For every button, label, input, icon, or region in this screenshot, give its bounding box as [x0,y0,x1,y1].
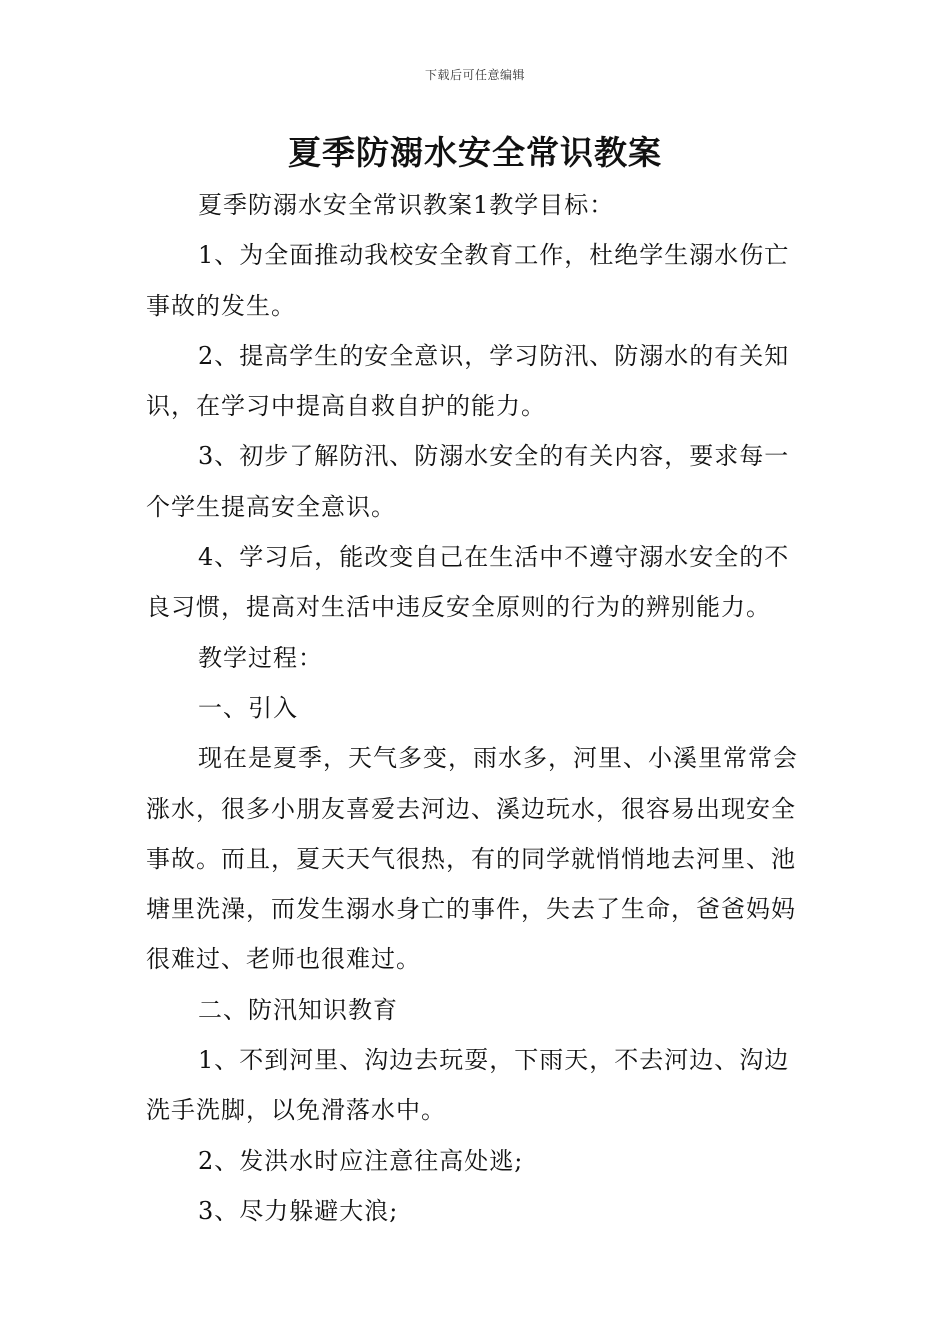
paragraph: 2、提高学生的安全意识，学习防汛、防溺水的有关知识，在学习中提高自救自护的能力。 [146,341,790,421]
document-body [146,180,806,1236]
section-heading: 一、引入 [198,693,298,722]
section-heading: 二、防汛知识教育 [198,995,398,1024]
paragraph: 3、尽力躲避大浪; [198,1196,399,1225]
paragraph: 现在是夏季，天气多变，雨水多，河里、小溪里常常会涨水，很多小朋友喜爱去河边、溪边玩水，很容易出现安全事故。而且，夏天天气很热，有的同学就悄悄地去河里、池塘里洗澡，而发生溺水身亡的事件，失去了生命，爸爸妈妈很难过、老师也很难过。 [146,744,798,974]
paragraph: 2、发洪水时应注意往高处逃; [198,1146,524,1175]
paragraph: 4、学习后，能改变自己在生活中不遵守溺水安全的不良习惯，提高对生活中违反安全原则的行为的辨别能力。 [146,543,790,622]
document-title: 夏季防溺水安全常识教案 [288,133,662,172]
header-note: 下载后可任意编辑 [424,68,525,82]
paragraph: 1、为全面推动我校安全教育工作，杜绝学生溺水伤亡事故的发生。 [146,241,790,320]
paragraph: 夏季防溺水安全常识教案1教学目标： [198,191,615,219]
section-heading: 教学过程： [198,643,323,672]
paragraph: 1、不到河里、沟边去玩耍，下雨天，不去河边、沟边洗手洗脚，以免滑落水中。 [146,1046,790,1125]
paragraph: 3、初步了解防汛、防溺水安全的有关内容，要求每一个学生提高安全意识。 [146,442,790,521]
